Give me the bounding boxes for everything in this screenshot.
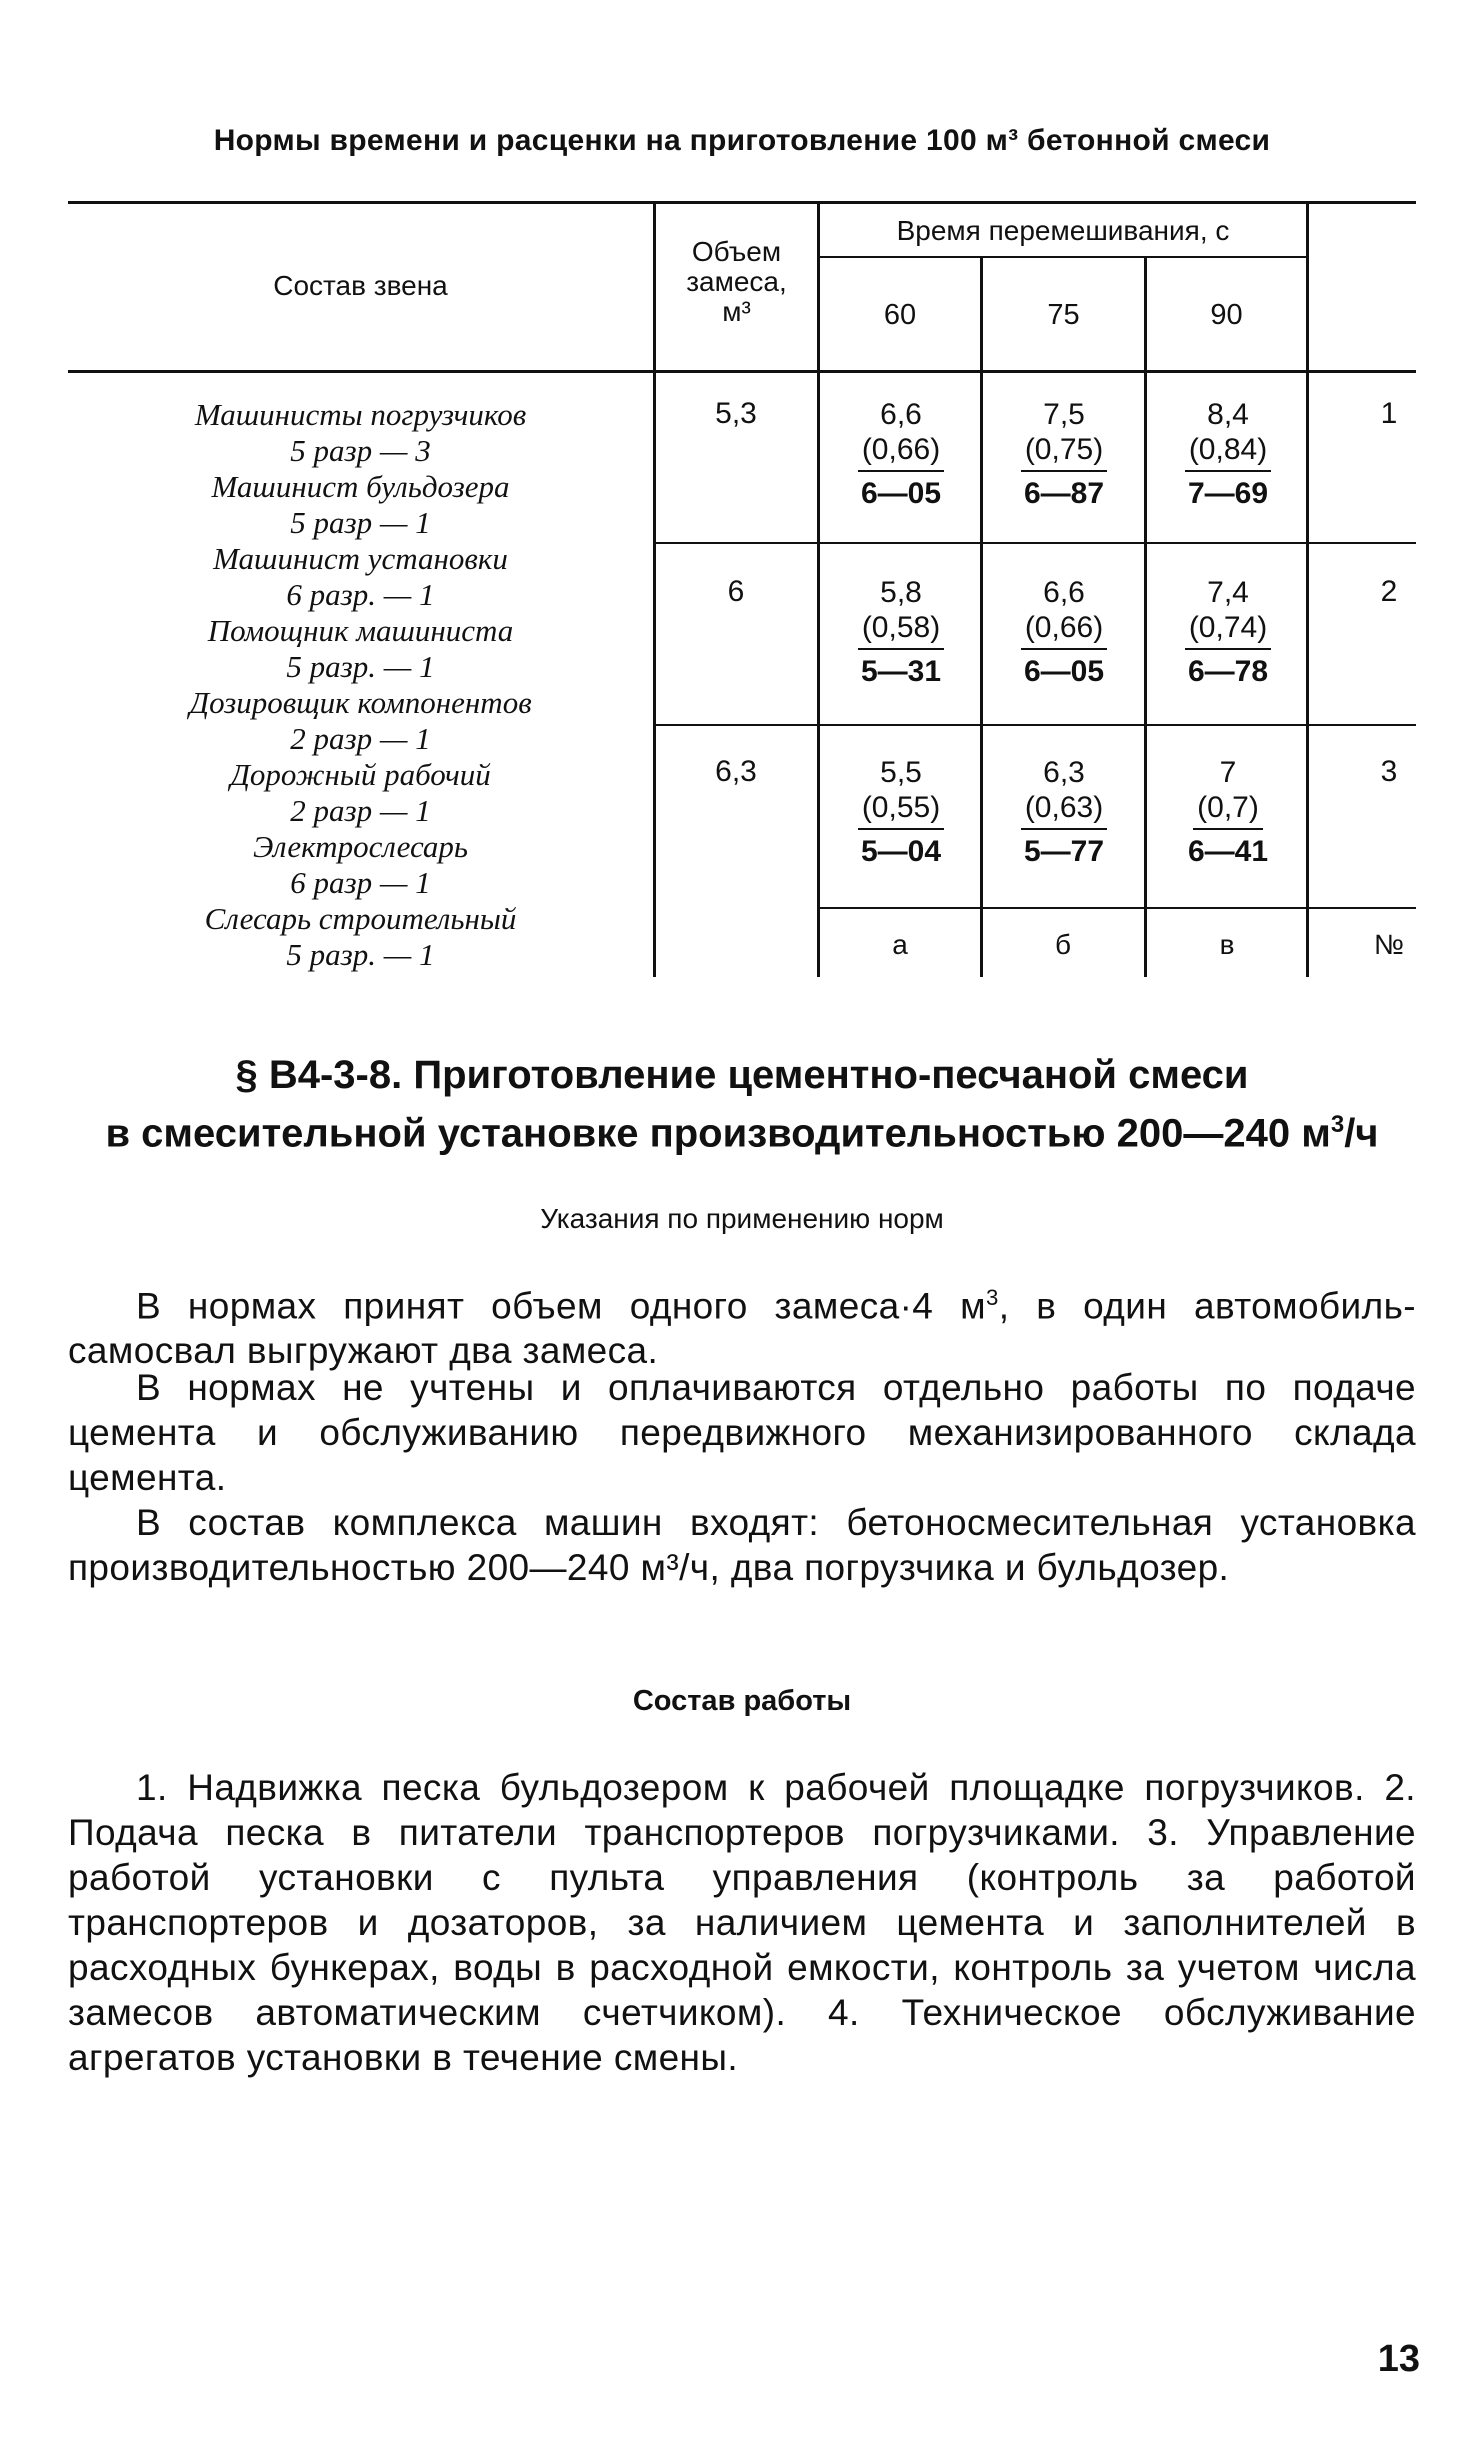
row1-number: 1	[1380, 397, 1398, 430]
row3-volume: 6,3	[715, 755, 757, 788]
guidance-p1-text: В нормах принят объем одного замеса·4 м	[136, 1285, 986, 1327]
rate-paren: (0,55)	[858, 790, 944, 830]
rate-norm: 6,6	[880, 398, 922, 431]
crew-line: Машинист бульдозера	[211, 469, 510, 504]
row3-rate-90	[1147, 755, 1309, 869]
rate-norm: 7	[1219, 756, 1237, 789]
rate-price: 7—69	[1187, 477, 1269, 510]
crew-line: 6 разр — 1	[290, 865, 431, 900]
section-title-sup: 3	[1330, 1111, 1345, 1138]
crew-line: Машинист установки	[213, 541, 508, 576]
crew-line: 2 разр — 1	[290, 793, 431, 828]
header-time-75: 75	[1047, 299, 1080, 331]
norms-table	[68, 201, 1416, 977]
rate-norm: 5,8	[880, 576, 922, 609]
col-label-b: б	[1054, 929, 1072, 960]
header-time-90: 90	[1210, 299, 1243, 331]
rate-paren: (0,58)	[858, 610, 944, 650]
header-mix-time: Время перемешивания, с	[896, 215, 1230, 246]
row3-rate-75	[983, 755, 1145, 869]
row1-rate-60	[820, 397, 982, 511]
row1-rate-90	[1147, 397, 1309, 511]
rate-norm: 8,4	[1207, 398, 1249, 431]
crew-line: Машинисты погрузчиков	[194, 397, 527, 432]
rate-paren: (0,84)	[1185, 432, 1271, 472]
crew-line: Помощник машиниста	[207, 613, 514, 648]
rate-price: 6—05	[1023, 655, 1105, 688]
crew-line: Электрослесарь	[252, 829, 469, 864]
rate-price: 6—78	[1187, 655, 1269, 688]
rate-norm: 7,5	[1043, 398, 1085, 431]
rate-price: 5—77	[1023, 835, 1105, 868]
mix-time-divider	[817, 256, 1306, 258]
rate-price: 6—05	[860, 477, 942, 510]
crew-line: 6 разр. — 1	[286, 577, 435, 612]
row2-divider	[653, 724, 1416, 726]
row2-number: 2	[1380, 575, 1398, 608]
page-number: 13	[1377, 2338, 1420, 2380]
rate-price: 6—87	[1023, 477, 1105, 510]
crew-line: 5 разр — 1	[290, 505, 431, 540]
table-caption: Нормы времени и расценки на приготовление 100 м³ бетонной смеси	[213, 124, 1271, 157]
row2-rate-75	[983, 575, 1145, 689]
rate-paren: (0,74)	[1185, 610, 1271, 650]
guidance-paragraph-2: В нормах не учтены и оплачиваются отдельно работы по подаче цемента и обслуживанию передвижного механизированного склада цемента.	[68, 1367, 1416, 1498]
row2-rate-90	[1147, 575, 1309, 689]
rate-norm: 7,4	[1207, 576, 1249, 609]
crew-line: 5 разр. — 1	[286, 937, 435, 972]
rate-paren: (0,66)	[858, 432, 944, 472]
rate-norm: 6,6	[1043, 576, 1085, 609]
section-title-line1: § В4-3-8. Приготовление цементно-песчаной смеси	[235, 1053, 1249, 1097]
header-volume-line1: Объем	[691, 236, 782, 267]
row3-number: 3	[1380, 755, 1398, 788]
crew-line: Дорожный рабочий	[230, 757, 491, 792]
work-heading: Состав работы	[632, 1685, 852, 1717]
crew-line: 2 разр — 1	[290, 721, 431, 756]
header-volume-line2: замеса,	[686, 266, 787, 297]
row2-volume: 6	[727, 575, 745, 608]
rate-price: 5—31	[860, 655, 942, 688]
row3-rate-60	[820, 755, 982, 869]
table-top-rule	[68, 201, 1416, 204]
row1-rate-75	[983, 397, 1145, 511]
rate-norm: 6,3	[1043, 756, 1085, 789]
header-bottom-rule	[68, 370, 1416, 373]
col-label-v: в	[1219, 929, 1235, 960]
section-title-line2-text: в смесительной установке производительностью 200—240 м	[105, 1111, 1331, 1156]
crew-list	[68, 397, 653, 973]
guidance-paragraph-1	[68, 1275, 1416, 1373]
crew-line: 5 разр. — 1	[286, 649, 435, 684]
header-time-60: 60	[883, 299, 917, 331]
section-title-unit: /ч	[1344, 1111, 1379, 1156]
guidance-p1-text-end: , в один автомобиль-самосвал выгружают два замеса.	[68, 1285, 1416, 1372]
section-title-line2	[60, 1100, 1424, 1158]
row3-divider	[817, 907, 1416, 909]
rate-paren: (0,75)	[1021, 432, 1107, 472]
crew-line: 5 разр — 3	[290, 433, 431, 468]
col-label-a: а	[892, 929, 908, 960]
rate-paren: (0,7)	[1193, 790, 1263, 830]
guidance-p1-sup: 3	[985, 1285, 999, 1310]
crew-line: Дозировщик компонентов	[189, 685, 532, 720]
crew-line: Слесарь строительный	[204, 901, 517, 936]
row1-divider	[653, 542, 1416, 544]
section-title	[60, 1050, 1424, 1158]
rate-paren: (0,63)	[1021, 790, 1107, 830]
col-label-num: №	[1373, 929, 1405, 960]
header-volume	[656, 237, 817, 327]
guidance-heading: Указания по применению норм	[540, 1203, 944, 1234]
rate-price: 5—04	[860, 835, 942, 868]
work-paragraph: 1. Надвижка песка бульдозером к рабочей площадке погрузчиков. 2. Подача песка в питатели транспортеров погрузчиками. 3. Управление работой установки с пульта управления (контроль за работой транспортеров и дозаторов, за наличием цемента и заполнителей в расходных бункерах, воды в расходной емкости, контроль за учетом числа замесов автоматическим счетчиком). 4. Техническое обслуживание агрегатов установки в течение смены.	[68, 1767, 1416, 2078]
rate-price: 6—41	[1187, 835, 1269, 868]
row2-rate-60	[820, 575, 982, 689]
rate-norm: 5,5	[880, 756, 922, 789]
guidance-paragraph-3: В состав комплекса машин входят: бетоносмесительная установка производительностью 200—240 м³/ч, два погрузчика и бульдозер.	[68, 1502, 1416, 1588]
header-volume-line3: м³	[722, 296, 751, 327]
header-crew: Состав звена	[273, 270, 448, 301]
row1-volume: 5,3	[715, 397, 757, 430]
rate-paren: (0,66)	[1021, 610, 1107, 650]
